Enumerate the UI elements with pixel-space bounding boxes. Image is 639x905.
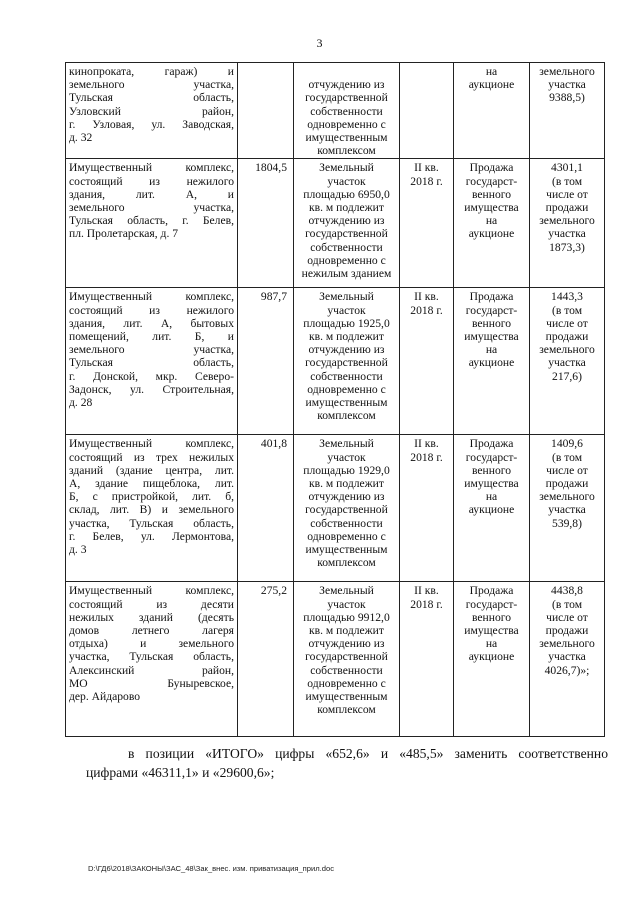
cell-line: участка [548,650,586,664]
cell-line: участка, Тульская область, [69,650,234,664]
cell-line: имущества [464,477,519,491]
cell-line: Б, с пристройкой, лит. б, [69,490,234,504]
cell-line: д. 32 [69,131,93,145]
property-description-cell [66,159,238,288]
income-cell [530,63,605,159]
cell-line: Узловский район, [69,104,234,118]
cell-line: комплексом [317,556,376,570]
cell-line: государственной [305,227,388,241]
cell-line: состоящий из нежилого [69,303,234,317]
sale-period-cell [400,435,454,582]
sale-period-cell [400,63,454,159]
cell-line [297,65,396,78]
cell-line: г. Донской, мкр. Северо- [69,369,234,383]
table-row [66,288,605,435]
cell-line: домов летнего лагеря [69,624,234,638]
cell-line: кв. м подлежит [309,624,384,638]
cell-line: на [485,637,498,651]
cell-line: имущественным [305,131,388,145]
cell-line: Земельный [319,161,374,175]
cell-line: имущества [464,201,519,215]
cell-line: Продажа [469,584,514,598]
cell-line: 9388,5) [549,91,585,105]
cell-line: II кв. [414,437,439,451]
cell-line: отдыха) и земельного [69,637,234,651]
cell-line: одновременно с [307,117,386,131]
privatization-table [65,62,605,737]
property-description-cell [66,63,238,159]
income-cell [530,582,605,737]
cell-line: 1409,6 [551,437,583,451]
cell-line: 2018 г. [410,450,443,464]
cell-line: площадью 1929,0 [303,463,390,477]
cell-line: собственности [310,516,383,530]
cell-line: числе от [546,610,588,624]
sale-period-cell [400,159,454,288]
cell-line: участка [548,356,586,370]
cell-line: государственной [305,650,388,664]
property-description-cell [66,435,238,582]
cell-line: на [485,65,498,78]
cell-line: одновременно с [307,529,386,543]
cell-line: Имущественный комплекс, [69,290,234,304]
cell-line: кв. м подлежит [309,330,384,344]
cell-line: продажи [545,477,589,491]
cell-line: аукционе [468,227,515,241]
sale-period-cell [400,288,454,435]
cell-line: комплексом [317,703,376,717]
cell-line: нежилым зданием [301,267,392,281]
cell-line: земельного [539,65,595,78]
land-plot-cell [294,435,400,582]
cell-line: имущественным [305,690,388,704]
cell-line: Имущественный комплекс, [69,161,234,175]
cell-line: г. Узловая, ул. Заводская, [69,117,234,131]
cell-line: продажи [545,330,589,344]
cell-line: земельного [539,490,595,504]
table-row [66,435,605,582]
cell-line: венного [471,187,512,201]
sale-method-cell [454,582,530,737]
cell-line: площадью 1925,0 [303,316,390,330]
cell-line: помещений, лит. Б, и [69,330,234,344]
cell-line: Тульская область, [69,91,234,105]
cell-line: Продажа [469,290,514,304]
cell-line: состоящий из трех нежилых [69,450,234,464]
file-path-footer: D:\ГД6\2018\ЗАКОНЫ\ЗАС_48\Зак_внес. изм. приватизация_прил.doc [88,864,335,873]
cell-line: (в том [551,303,583,317]
cell-line: участка, Тульская область, [69,516,234,530]
cell-line: II кв. [414,290,439,304]
cell-line: государст- [465,450,518,464]
cell-line: МО Буныревское, [69,676,234,690]
land-plot-cell [294,582,400,737]
cell-line: площадью 6950,0 [303,187,390,201]
cell-line: комплексом [317,409,376,423]
cell-line: зданий (здание центра, лит. [69,463,234,477]
cell-line: аукционе [468,503,515,517]
cell-line: 1443,3 [551,290,583,304]
cell-line: участок [327,450,366,464]
cell-line: имущества [464,624,519,638]
cell-line: одновременно с [307,382,386,396]
cell-line: 1873,3) [549,240,585,254]
cell-line: 2018 г. [410,174,443,188]
land-plot-cell [294,159,400,288]
cell-line: нежилых зданий (десять [69,610,234,624]
income-cell [530,159,605,288]
property-description-cell [66,288,238,435]
cell-line: земельного [539,214,595,228]
cell-line: А, здание пищеблока, лит. [69,477,234,491]
sale-method-cell [454,288,530,435]
cell-line: аукционе [468,356,515,370]
cell-line: Задонск, ул. Строительная, [69,382,234,396]
cell-line: имущественным [305,396,388,410]
area-cell: 1804,5 [238,159,294,288]
cell-line: состоящий из десяти [69,597,234,611]
cell-line: здания, лит. А, бытовых [69,316,234,330]
table-row [66,582,605,737]
cell-line: земельного [539,343,595,357]
sale-method-cell [454,63,530,159]
cell-line: одновременно с [307,676,386,690]
cell-line: государст- [465,597,518,611]
cell-line: Земельный [319,290,374,304]
cell-line: д. 28 [69,396,93,410]
cell-line: Земельный [319,437,374,451]
amendment-paragraph [88,744,608,782]
cell-line: II кв. [414,584,439,598]
cell-line: 4301,1 [551,161,583,175]
cell-line: 4438,8 [551,584,583,598]
cell-line: венного [471,463,512,477]
property-description-cell [66,582,238,737]
cell-line: государст- [465,303,518,317]
cell-line: комплексом [317,144,376,158]
cell-line: Имущественный комплекс, [69,437,234,451]
cell-line: продажи [545,624,589,638]
cell-line: участок [327,303,366,317]
area-cell: 275,2 [238,582,294,737]
cell-line: II кв. [414,161,439,175]
cell-line: имущественным [305,543,388,557]
cell-line: (в том [551,174,583,188]
income-cell [530,288,605,435]
cell-line: отчуждению из [308,490,385,504]
cell-line: (в том [551,450,583,464]
cell-line: государственной [305,356,388,370]
cell-line: отчуждению из [308,214,385,228]
cell-line: участок [327,174,366,188]
land-plot-cell [294,288,400,435]
area-cell: 401,8 [238,435,294,582]
cell-line: участка [548,78,586,92]
cell-line: одновременно с [307,253,386,267]
cell-line: площадью 9912,0 [303,610,390,624]
cell-line: продажи [545,201,589,215]
cell-line: земельного участка, [69,78,234,92]
cell-line: аукционе [468,650,515,664]
cell-line: участка [548,503,586,517]
cell-line: отчуждению из [308,78,385,92]
cell-line: д. 3 [69,543,87,557]
cell-line: венного [471,610,512,624]
cell-line: отчуждению из [308,637,385,651]
cell-line: пл. Пролетарская, д. 7 [69,227,179,241]
cell-line: земельного участка, [69,343,234,357]
cell-line: склад, лит. В) и земельного [69,503,234,517]
cell-line: земельного участка, [69,201,234,215]
cell-line: числе от [546,463,588,477]
cell-line: кв. м подлежит [309,477,384,491]
cell-line: на [485,214,498,228]
cell-line: Продажа [469,437,514,451]
cell-line: Имущественный комплекс, [69,584,234,598]
cell-line: 539,8) [552,516,582,530]
cell-line: Продажа [469,161,514,175]
amendment-line-1: в позиции «ИТОГО» цифры «652,6» и «485,5» заменить соответственно [128,746,608,761]
area-cell [238,63,294,159]
cell-line: собственности [310,663,383,677]
cell-line: (в том [551,597,583,611]
cell-line: государственной [305,503,388,517]
cell-line: Алексинский район, [69,663,234,677]
cell-line: на [485,490,498,504]
cell-line: участка [548,227,586,241]
cell-line: 2018 г. [410,303,443,317]
sale-method-cell [454,435,530,582]
page-number: 3 [316,36,323,50]
sale-period-cell [400,582,454,737]
cell-line: отчуждению из [308,343,385,357]
cell-line: числе от [546,187,588,201]
cell-line: на [485,343,498,357]
cell-line: аукционе [468,78,515,92]
land-plot-cell [294,63,400,159]
table-row [66,159,605,288]
cell-line: 2018 г. [410,597,443,611]
cell-line: участок [327,597,366,611]
amendment-line-2: цифрами «46311,1» и «29600,6»; [86,765,275,780]
cell-line: собственности [310,369,383,383]
income-cell [530,435,605,582]
cell-line: 217,6) [552,369,582,383]
cell-line: Тульская область, г. Белев, [69,214,234,228]
cell-line: числе от [546,316,588,330]
cell-line: земельного [539,637,595,651]
cell-line: 4026,7)»; [544,663,590,677]
cell-line: Тульская область, [69,356,234,370]
cell-line: кинопроката, гараж) и [69,65,234,78]
cell-line: имущества [464,330,519,344]
cell-line: г. Белев, ул. Лермонтова, [69,529,234,543]
cell-line: кв. м подлежит [309,201,384,215]
table-row [66,63,605,159]
cell-line: государственной [305,91,388,105]
cell-line: венного [471,316,512,330]
cell-line: здания, лит. А, и [69,187,234,201]
cell-line: состоящий из нежилого [69,174,234,188]
sale-method-cell [454,159,530,288]
cell-line: государст- [465,174,518,188]
cell-line: собственности [310,240,383,254]
area-cell: 987,7 [238,288,294,435]
cell-line: собственности [310,104,383,118]
cell-line: Земельный [319,584,374,598]
cell-line: дер. Айдарово [69,690,141,704]
